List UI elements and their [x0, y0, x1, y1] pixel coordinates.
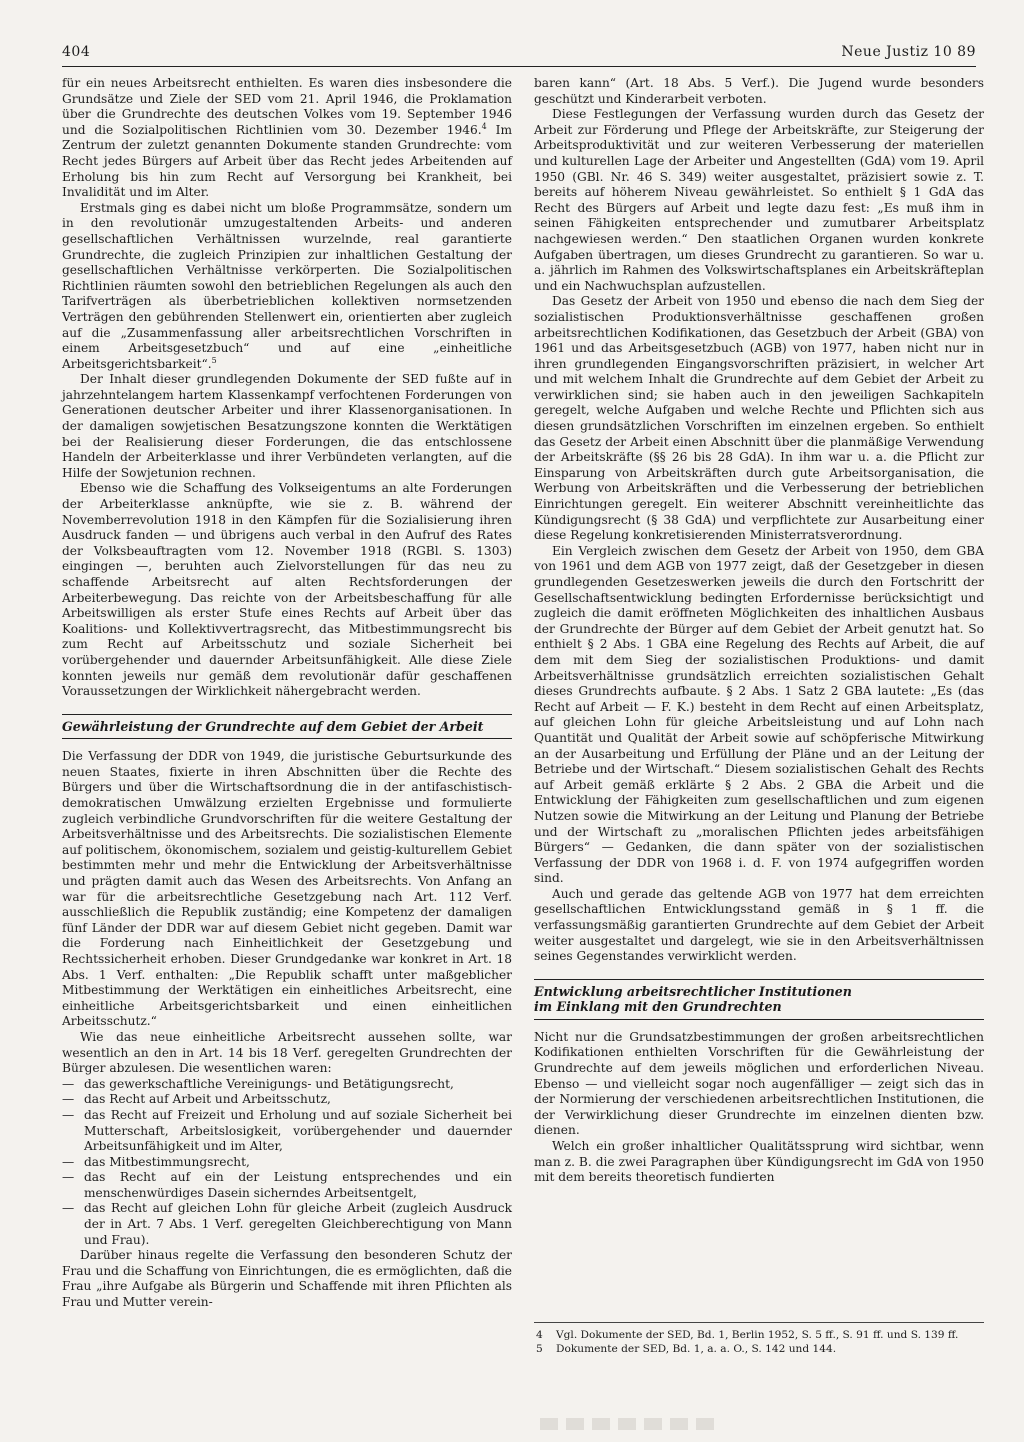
paragraph: Die Verfassung der DDR von 1949, die juristische Geburtsurkunde des neuen Staates, fixierte in ihren Abschnitten über die Rechte des Bürgers und über die Wirtschaftsordnung die in der antifaschistisch-demokratischen Umwälzung erzielten Ergebnisse und formulierte zugleich verbindliche Grundvorschriften für die weitere Gestaltung der Arbeitsverhältnisse und des Arbeitsrechts. Die sozialistischen Elemente auf politischem, ökonomischem, sozialem und geistig-kulturellem Gebiet bestimmten mehr und mehr die Entwicklung der Arbeitsverhältnisse und prägten damit auch das Wesen des Arbeitsrechts. Von Anfang an war für die arbeitsrechtliche Gesetzgebung nach Art. 112 Verf. ausschließlich die Republik zuständig; eine Kompetenz der damaligen fünf Länder der DDR war auf diesem Gebiet nicht gegeben. Damit war die Forderung nach Einheitlichkeit der Gesetzgebung und Rechtssicherheit erhoben. Dieser Grundgedanke war konkret in Art. 18 Abs. 1 Verf. enthalten: „Die Republik schafft unter maßgeblicher Mitbestimmung der Werktätigen ein einheitliches Arbeitsrecht, eine einheitliche Arbeitsgerichtsbarkeit und einen einheitlichen Arbeitsschutz.“ [62, 749, 512, 1029]
left-column [62, 76, 512, 1311]
footnote-5 [534, 1343, 984, 1357]
page-number: 404 [62, 44, 91, 60]
paragraph: Erstmals ging es dabei nicht um bloße Programmsätze, sondern um in den revolutionär umzugestaltenden Arbeits- und anderen gesellschaftlichen Verhältnissen wurzelnde, real garantierte Grundrechte, die zugleich Prinzipien zur inhaltlichen Gestaltung der gesellschaftlichen Verhältnisse verkörperten. Die Sozialpolitischen Richtlinien räumten sowohl den betrieblichen Regelungen als auch den Tarifverträgen als überbetrieblichen kollektiven normsetzenden Verträgen den gebührenden Stellenwert ein, orientierten aber zugleich auf die „Zusammenfassung aller arbeitsrechtlichen Vorschriften in einem Arbeitsgesetzbuch“ und auf eine „einheitliche Arbeitsgerichtsbarkeit“.$^5$ [62, 200, 512, 371]
paragraph: Diese Festlegungen der Verfassung wurden durch das Gesetz der Arbeit zur Förderung und Pflege der Arbeitskräfte, zur Steigerung der Arbeitsproduktivität und zur weiteren Verbesserung der materiellen und kulturellen Lage der Arbeiter und Angestellten (GdA) vom 19. April 1950 (GBl. Nr. 46 S. 349) weiter ausgestaltet, präzisiert sowie z. T. bereits auf höherem Niveau gewährleistet. So enthielt § 1 GdA das Recht des Bürgers auf Arbeit und legte dazu fest: „Es muß ihm in seinen Fähigkeiten entsprechender und zumutbarer Arbeitsplatz nachgewiesen werden.“ Den staatlichen Organen wurden konkrete Aufgaben übertragen, um dieses Grundrecht zu garantieren. So war u. a. jährlich im Rahmen des Volkswirtschaftsplanes ein Arbeitskräfteplan und ein Nachwuchsplan aufzustellen. [534, 107, 984, 293]
paragraph: für ein neues Arbeitsrecht enthielten. Es waren dies insbesondere die Grundsätze und Ziele der SED vom 21. April 1946, die Proklamation über die Grundrechte des deutschen Volkes vom 19. September 1946 und die Sozialpolitischen Richtlinien vom 30. Dezember 1946.$^4$ Im Zentrum der zuletzt genannten Dokumente standen Grundrechte: vom Recht jedes Bürgers auf Arbeit über das Recht jedes Arbeitenden auf Erholung bis hin zum Recht auf Versorgung bei Krankheit, bei Invalidität und im Alter. [62, 76, 512, 200]
footnote-4 [534, 1329, 984, 1343]
footnote-text: Dokumente der SED, Bd. 1, a. a. O., S. 142 und 144. [556, 1342, 837, 1355]
list-item: — das Recht auf Arbeit und Arbeitsschutz, [62, 1092, 512, 1108]
list-item: — das Recht auf ein der Leistung entsprechendes und ein menschenwürdiges Dasein sicherndes Arbeitsentgelt, [62, 1170, 512, 1201]
footnote-ref[interactable]: 5 [211, 355, 217, 365]
footnote-number: 4 [536, 1329, 543, 1341]
journal-issue: Neue Justiz 10 89 [841, 44, 976, 60]
scan-smudge [540, 1418, 720, 1430]
page-header [62, 44, 976, 67]
paragraph: Darüber hinaus regelte die Verfassung den besonderen Schutz der Frau und die Schaffung von Einrichtungen, die es ermöglichten, daß die Frau „ihre Aufgabe als Bürgerin und Schaffende mit ihren Pflichten als Frau und Mutter verein- [62, 1248, 512, 1310]
footnote-ref[interactable]: 4 [481, 121, 487, 131]
paragraph: baren kann“ (Art. 18 Abs. 5 Verf.). Die Jugend wurde besonders geschützt und Kinderarbeit verboten. [534, 76, 984, 106]
footnotes [534, 1322, 984, 1356]
list-item: — das gewerkschaftliche Vereinigungs- und Betätigungsrecht, [62, 1077, 512, 1093]
footnote-text: Vgl. Dokumente der SED, Bd. 1, Berlin 1952, S. 5 ff., S. 91 ff. und S. 139 ff. [556, 1329, 959, 1341]
section-heading: Entwicklung arbeitsrechtlicher Institutionen im Einklang mit den Grundrechten [534, 979, 984, 1020]
list-item: — das Recht auf gleichen Lohn für gleiche Arbeit (zugleich Ausdruck der in Art. 7 Abs. 1 Verf. geregelten Gleichberechtigung von Mann und Frau). [62, 1201, 512, 1248]
rights-list [62, 1077, 512, 1249]
paragraph: Ein Vergleich zwischen dem Gesetz der Arbeit von 1950, dem GBA von 1961 und dem AGB von 1977 zeigt, daß der Gesetzgeber in diesen grundlegenden Gesetzeswerken jeweils die durch den Fortschritt der Gesellschaftsentwicklung bedingten Erfordernisse berücksichtigt und zugleich die damit eröffneten Möglichkeiten des inhaltlichen Ausbaus der Grundrechte der Bürger auf dem Gebiet der Arbeit genutzt hat. So enthielt § 2 Abs. 1 GBA eine Regelung des Rechts auf Arbeit, die auf dem mit dem Sieg der sozialistischen Produktions- und damit Arbeitsverhältnisse grundsätzlich erreichten sozialistischen Gehalt dieses Grundrechts aufbaute. § 2 Abs. 1 Satz 2 GBA lautete: „Es (das Recht auf Arbeit — F. K.) besteht in dem Recht auf einen Arbeitsplatz, auf gleichen Lohn für gleiche Arbeitsleistung und auf Lohn nach Quantität und Qualität der Arbeit sowie auf schöpferische Mitwirkung an der Ausarbeitung und Erfüllung der Pläne und an der Leitung der Betriebe und der Wirtschaft.“ Diesem sozialistischen Gehalt des Rechts auf Arbeit gemäß erklärte § 2 Abs. 2 GBA die Arbeit und die Entwicklung der Fähigkeiten zum gesellschaftlichen und zum eigenen Nutzen sowie die Mitwirkung an der Leitung und Planung der Betriebe und der Wirtschaft zu „moralischen Pflichten jedes arbeitsfähigen Bürgers“ — Gedanken, die dann später von der sozialistischen Verfassung der DDR von 1968 i. d. F. von 1974 aufgegriffen worden sind. [534, 543, 984, 886]
paragraph: Ebenso wie die Schaffung des Volkseigentums an alte Forderungen der Arbeiterklasse anknüpfte, wie sie z. B. während der Novemberrevolution 1918 in den Kämpfen für die Sozialisierung ihren Ausdruck fanden — und übrigens auch verbal in den Aufruf des Rates der Volksbeauftragten vom 12. November 1918 (RGBl. S. 1303) eingingen —, beruhten auch Zielvorstellungen für das neu zu schaffende Arbeitsrecht auf alten Rechtsforderungen der Arbeiterbewegung. Das reichte von der Arbeitsbeschaffung für alle Arbeitswilligen als erster Stufe eines Rechts auf Arbeit über das Koalitions- und Kollektivvertragsrecht, das Mitbestimmungsrecht bis zum Recht auf Arbeitsschutz und soziale Sicherheit bei vorübergehender und dauernder Arbeitsunfähigkeit. Alle diese Ziele konnten jeweils nur gemäß dem revolutionär dafür geschaffenen Voraussetzungen der Wirklichkeit nähergebracht werden. [62, 481, 512, 699]
paragraph: Nicht nur die Grundsatzbestimmungen der großen arbeitsrechtlichen Kodifikationen enthielten Vorschriften für die Gewährleistung der Grundrechte auf dem jeweils möglichen und erforderlichen Niveau. Ebenso — und vielleicht sogar noch augenfälliger — zeigt sich das in der Normierung der verschiedenen arbeitsrechtlichen Institutionen, die der Verwirklichung dieser Grundrechte im einzelnen dienten bzw. dienen. [534, 1029, 984, 1138]
right-column [534, 76, 984, 1186]
paragraph: Das Gesetz der Arbeit von 1950 und ebenso die nach dem Sieg der sozialistischen Produktionsverhältnisse geschaffenen großen arbeitsrechtlichen Kodifikationen, das Gesetzbuch der Arbeit (GBA) von 1961 und das Arbeitsgesetzbuch (AGB) von 1977, haben nicht nur in ihren grundlegenden Eingangsvorschriften präzisiert, in welcher Art und mit welchem Inhalt die Grundrechte auf dem Gebiet der Arbeit zu verwirklichen sind; sie haben auch in den jeweiligen Sachkapiteln geregelt, welche Aufgaben und welche Rechte und Pflichten sich aus diesen grundsätzlichen Vorschriften im einzelnen ergeben. So enthielt das Gesetz der Arbeit einen Abschnitt über die planmäßige Verwendung der Arbeitskräfte (§§ 26 bis 28 GdA). In ihm war u. a. die Pflicht zur Einsparung von Arbeitskräften durch gute Arbeitsorganisation, die Werbung von Arbeitskräften und die Verbesserung der betrieblichen Einrichtungen geregelt. Ein weiterer Abschnitt vereinheitlichte das Kündigungsrecht (§ 38 GdA) und verpflichtete zur Ausarbeitung einer diese Regelung konkretisierenden Ministerratsverordnung. [534, 294, 984, 543]
paragraph: Wie das neue einheitliche Arbeitsrecht aussehen sollte, war wesentlich an den in Art. 14 bis 18 Verf. geregelten Grundrechten der Bürger abzulesen. Die wesentlichen waren: [62, 1029, 512, 1076]
section-heading: Gewährleistung der Grundrechte auf dem Gebiet der Arbeit [62, 714, 512, 740]
footnote-number: 5 [536, 1342, 543, 1355]
list-item: — das Mitbestimmungsrecht, [62, 1155, 512, 1171]
paragraph: Welch ein großer inhaltlicher Qualitätssprung wird sichtbar, wenn man z. B. die zwei Paragraphen über Kündigungsrecht im GdA von 1950 mit dem bereits theoretisch fundierten [534, 1139, 984, 1185]
list-item: — das Recht auf Freizeit und Erholung und auf soziale Sicherheit bei Mutterschaft, Arbeitslosigkeit, vorübergehender und dauernder Arbeitsunfähigkeit und im Alter, [62, 1108, 512, 1155]
paragraph: Auch und gerade das geltende AGB von 1977 hat dem erreichten gesellschaftlichen Entwicklungsstand gemäß in § 1 ff. die verfassungsmäßig garantierten Grundrechte auf dem Gebiet der Arbeit weiter ausgestaltet und dargelegt, wie sie in den Arbeitsverhältnissen seines Gegenstandes verwirklicht werden. [534, 886, 984, 964]
paragraph: Der Inhalt dieser grundlegenden Dokumente der SED fußte auf in jahrzehntelangem hartem Klassenkampf verfochtenen Forderungen von Generationen deutscher Arbeiter und ihrer Klassenorganisationen. In der damaligen sowjetischen Besatzungszone konnten die Werktätigen bei der Realisierung dieser Forderungen, die das entschlossene Handeln der Arbeiterklasse und ihrer Verbündeten verlangten, auf die Hilfe der Sowjetunion rechnen. [62, 372, 512, 480]
